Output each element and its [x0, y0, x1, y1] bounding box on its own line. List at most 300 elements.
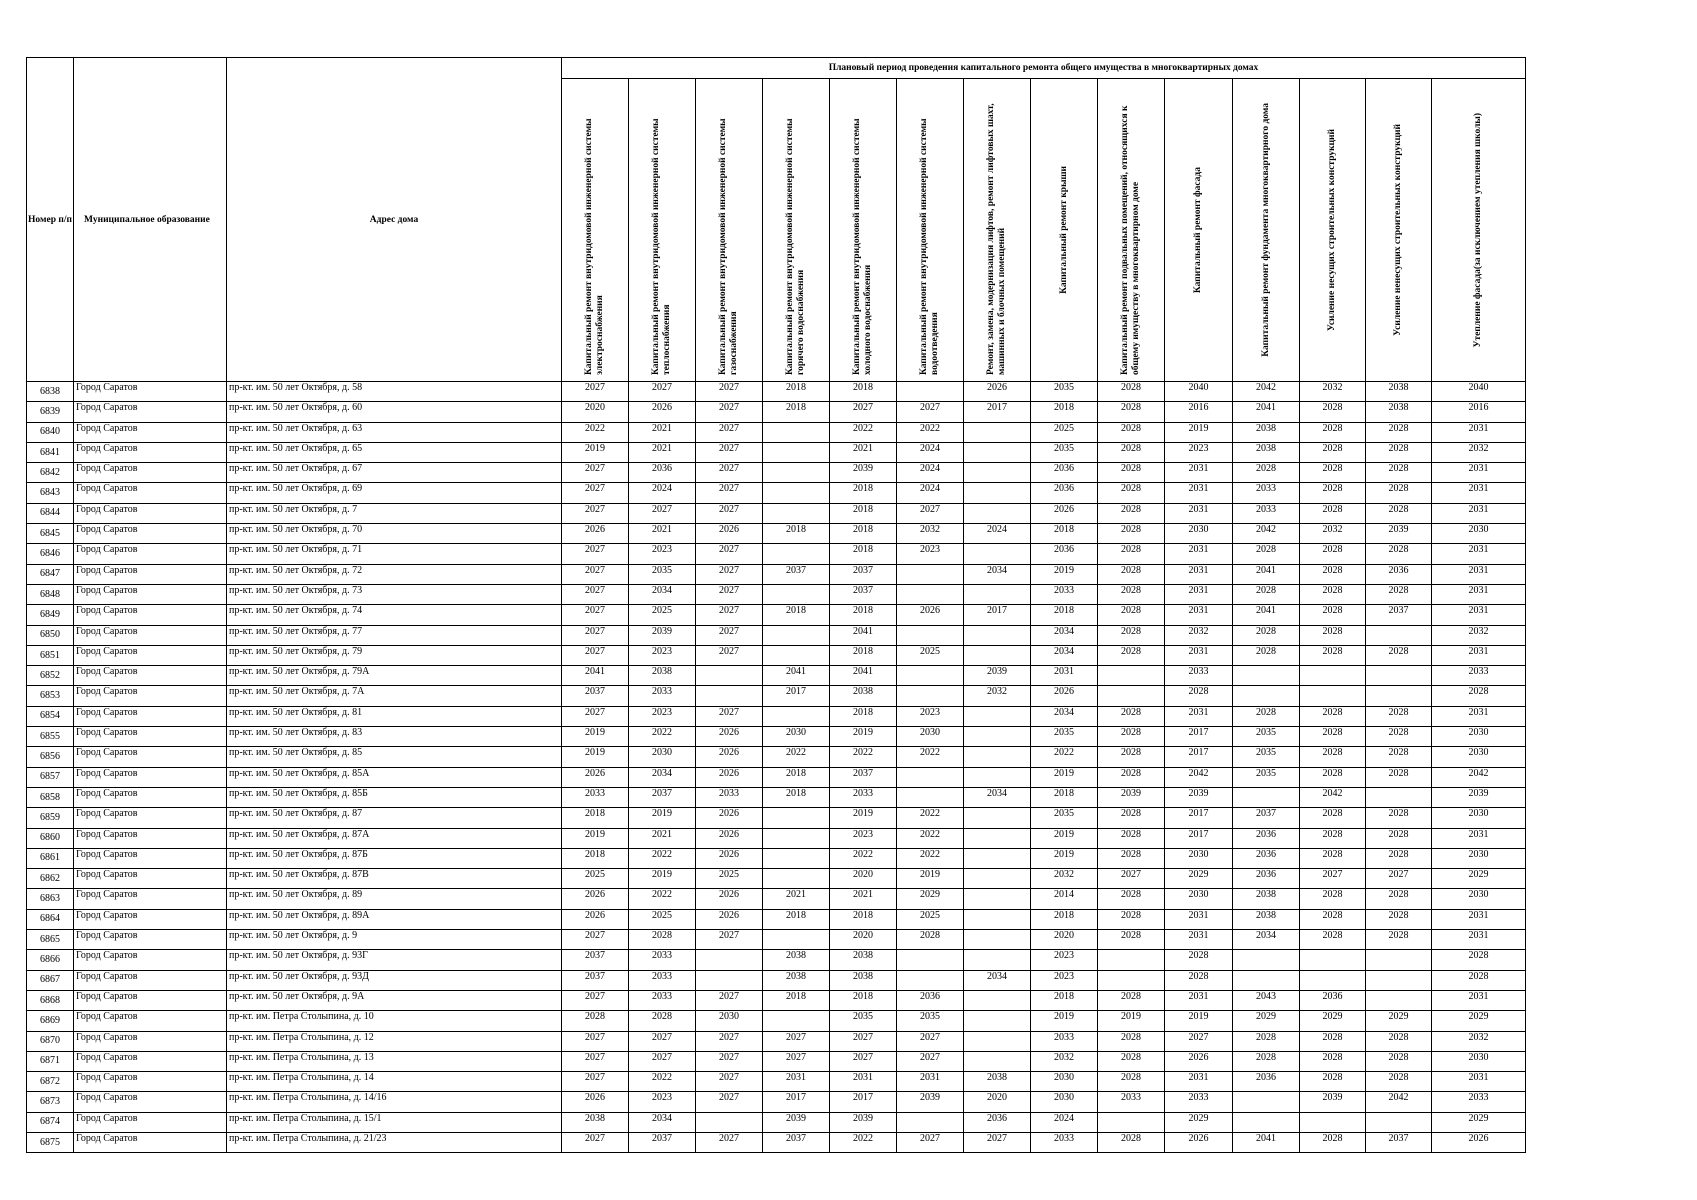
- header-work-type-label: Капитальный ремонт внутридомовой инженерной системы горячего водоснабжения: [785, 118, 806, 375]
- row-year-cell: [964, 1051, 1031, 1071]
- row-number: 6874: [27, 1112, 74, 1132]
- row-year-cell: 2025: [897, 909, 964, 929]
- row-year-cell: 2028: [1098, 1072, 1165, 1092]
- row-year-cell: [964, 645, 1031, 665]
- row-year-cell: [763, 706, 830, 726]
- row-year-cell: 2036: [1031, 483, 1098, 503]
- row-year-cell: 2028: [1300, 909, 1366, 929]
- header-work-type-label: Усиление несущих строительных конструкций: [1327, 128, 1337, 332]
- table-row: [27, 666, 1526, 686]
- row-year-cell: 2017: [763, 686, 830, 706]
- row-year-cell: 2028: [1366, 727, 1432, 747]
- row-year-cell: 2027: [562, 483, 629, 503]
- row-year-cell: 2027: [562, 503, 629, 523]
- row-year-cell: 2028: [1366, 848, 1432, 868]
- row-year-cell: 2019: [1031, 828, 1098, 848]
- row-year-cell: 2027: [964, 1132, 1031, 1152]
- row-year-cell: 2031: [1432, 990, 1526, 1010]
- row-year-cell: 2037: [562, 686, 629, 706]
- header-planned-period: Плановый период проведения капитального ремонта общего имущества в многоквартирных домах: [562, 58, 1526, 79]
- header-work-type-label: Капитальный ремонт внутридомовой инженерной системы газоснабжения: [718, 118, 739, 375]
- row-year-cell: 2037: [629, 1132, 696, 1152]
- row-number: 6869: [27, 1011, 74, 1031]
- row-year-cell: 2032: [897, 524, 964, 544]
- row-year-cell: 2032: [1300, 382, 1366, 402]
- row-municipality: Город Саратов: [74, 483, 227, 503]
- capital-repair-schedule-table: [26, 57, 1526, 1153]
- row-year-cell: 2029: [1233, 1011, 1300, 1031]
- row-year-cell: 2018: [763, 402, 830, 422]
- row-year-cell: 2037: [763, 1132, 830, 1152]
- row-year-cell: [964, 808, 1031, 828]
- row-year-cell: 2021: [629, 828, 696, 848]
- row-year-cell: 2033: [830, 787, 897, 807]
- row-year-cell: 2031: [1031, 666, 1098, 686]
- row-year-cell: 2031: [1165, 463, 1233, 483]
- row-year-cell: 2022: [629, 1072, 696, 1092]
- row-year-cell: 2033: [562, 787, 629, 807]
- row-municipality: Город Саратов: [74, 544, 227, 564]
- row-year-cell: 2040: [1432, 382, 1526, 402]
- row-address: пр-кт. им. 50 лет Октября, д. 93Д: [227, 970, 562, 990]
- row-municipality: Город Саратов: [74, 808, 227, 828]
- row-year-cell: 2026: [562, 1092, 629, 1112]
- row-year-cell: 2023: [830, 828, 897, 848]
- header-work-type-label: Капитальный ремонт внутридомовой инженерной системы холодного водоснабжения: [852, 118, 873, 375]
- row-year-cell: 2027: [696, 1132, 763, 1152]
- row-year-cell: 2026: [1165, 1132, 1233, 1152]
- row-year-cell: 2028: [1300, 747, 1366, 767]
- row-year-cell: [964, 442, 1031, 462]
- row-year-cell: 2028: [1300, 605, 1366, 625]
- row-year-cell: 2027: [562, 1072, 629, 1092]
- row-year-cell: 2028: [1366, 503, 1432, 523]
- row-number: 6845: [27, 524, 74, 544]
- header-work-type: [1165, 79, 1233, 382]
- row-year-cell: [964, 909, 1031, 929]
- row-year-cell: 2038: [830, 686, 897, 706]
- row-year-cell: 2031: [1432, 503, 1526, 523]
- row-year-cell: 2019: [1165, 1011, 1233, 1031]
- row-year-cell: [964, 889, 1031, 909]
- header-work-type-label: Капитальный ремонт внутридомовой инженерной системы электроснабжения: [584, 118, 605, 375]
- row-year-cell: 2033: [1233, 503, 1300, 523]
- row-year-cell: 2021: [629, 524, 696, 544]
- row-year-cell: 2027: [1300, 869, 1366, 889]
- table-row: [27, 645, 1526, 665]
- row-year-cell: 2039: [1165, 787, 1233, 807]
- row-year-cell: 2028: [1300, 1051, 1366, 1071]
- row-municipality: Город Саратов: [74, 1112, 227, 1132]
- row-year-cell: [964, 869, 1031, 889]
- row-year-cell: [964, 1031, 1031, 1051]
- row-year-cell: 2017: [830, 1092, 897, 1112]
- row-year-cell: 2028: [1098, 382, 1165, 402]
- row-year-cell: 2028: [1233, 1031, 1300, 1051]
- row-year-cell: 2026: [1432, 1132, 1526, 1152]
- table-row: [27, 1092, 1526, 1112]
- header-work-type: [1098, 79, 1165, 382]
- row-year-cell: 2028: [1432, 970, 1526, 990]
- row-year-cell: 2031: [763, 1072, 830, 1092]
- row-municipality: Город Саратов: [74, 787, 227, 807]
- row-year-cell: [1366, 970, 1432, 990]
- row-year-cell: 2016: [1165, 402, 1233, 422]
- row-year-cell: [964, 950, 1031, 970]
- row-year-cell: 2028: [897, 930, 964, 950]
- row-year-cell: 2027: [562, 706, 629, 726]
- row-municipality: Город Саратов: [74, 666, 227, 686]
- row-year-cell: 2026: [696, 747, 763, 767]
- row-year-cell: 2028: [1366, 808, 1432, 828]
- row-number: 6866: [27, 950, 74, 970]
- row-year-cell: 2032: [1300, 524, 1366, 544]
- row-year-cell: 2020: [830, 930, 897, 950]
- row-year-cell: 2039: [1098, 787, 1165, 807]
- row-number: 6854: [27, 706, 74, 726]
- row-year-cell: 2031: [1165, 930, 1233, 950]
- row-year-cell: 2030: [1031, 1092, 1098, 1112]
- row-year-cell: 2028: [1300, 483, 1366, 503]
- row-year-cell: 2025: [897, 645, 964, 665]
- row-year-cell: 2025: [629, 909, 696, 929]
- row-year-cell: 2024: [1031, 1112, 1098, 1132]
- row-year-cell: 2026: [696, 909, 763, 929]
- row-year-cell: 2030: [696, 1011, 763, 1031]
- row-year-cell: [1366, 1112, 1432, 1132]
- row-year-cell: 2029: [1432, 1011, 1526, 1031]
- row-year-cell: 2030: [1432, 524, 1526, 544]
- row-year-cell: 2031: [830, 1072, 897, 1092]
- row-municipality: Город Саратов: [74, 828, 227, 848]
- row-year-cell: 2034: [964, 564, 1031, 584]
- row-year-cell: 2028: [1300, 645, 1366, 665]
- row-year-cell: 2031: [1432, 930, 1526, 950]
- row-year-cell: 2018: [830, 909, 897, 929]
- row-municipality: Город Саратов: [74, 1051, 227, 1071]
- row-year-cell: 2028: [1366, 909, 1432, 929]
- row-year-cell: 2036: [1031, 544, 1098, 564]
- row-year-cell: 2033: [696, 787, 763, 807]
- row-year-cell: 2036: [897, 990, 964, 1010]
- row-year-cell: 2017: [964, 402, 1031, 422]
- row-year-cell: 2021: [830, 889, 897, 909]
- row-year-cell: 2028: [1366, 422, 1432, 442]
- header-work-type: [1233, 79, 1300, 382]
- row-year-cell: 2031: [1165, 503, 1233, 523]
- table-body: [27, 382, 1526, 1153]
- row-year-cell: 2038: [1366, 382, 1432, 402]
- table-header: [27, 58, 1526, 382]
- row-year-cell: 2018: [1031, 402, 1098, 422]
- row-year-cell: 2022: [562, 422, 629, 442]
- row-year-cell: 2028: [1300, 564, 1366, 584]
- table-row: [27, 930, 1526, 950]
- row-year-cell: [897, 686, 964, 706]
- row-year-cell: 2025: [629, 605, 696, 625]
- row-year-cell: [1233, 1112, 1300, 1132]
- row-year-cell: 2027: [562, 625, 629, 645]
- header-work-type: [1300, 79, 1366, 382]
- row-year-cell: 2028: [1300, 828, 1366, 848]
- table-row: [27, 382, 1526, 402]
- row-year-cell: 2037: [562, 970, 629, 990]
- row-year-cell: 2041: [763, 666, 830, 686]
- table-row: [27, 1011, 1526, 1031]
- row-year-cell: 2019: [562, 442, 629, 462]
- table-row: [27, 483, 1526, 503]
- row-year-cell: 2031: [1432, 483, 1526, 503]
- row-year-cell: 2020: [830, 869, 897, 889]
- row-year-cell: 2028: [1300, 889, 1366, 909]
- row-number: 6855: [27, 727, 74, 747]
- row-municipality: Город Саратов: [74, 1072, 227, 1092]
- row-year-cell: 2019: [1165, 422, 1233, 442]
- row-year-cell: [763, 442, 830, 462]
- row-year-cell: 2026: [696, 727, 763, 747]
- row-year-cell: 2030: [1432, 727, 1526, 747]
- row-year-cell: 2018: [1031, 909, 1098, 929]
- row-year-cell: 2037: [830, 564, 897, 584]
- table-row: [27, 808, 1526, 828]
- row-year-cell: 2031: [1432, 645, 1526, 665]
- row-year-cell: 2017: [1165, 747, 1233, 767]
- row-year-cell: 2035: [897, 1011, 964, 1031]
- row-year-cell: 2034: [629, 767, 696, 787]
- row-year-cell: 2027: [562, 382, 629, 402]
- table-row: [27, 1132, 1526, 1152]
- row-year-cell: 2028: [1098, 767, 1165, 787]
- row-year-cell: 2030: [1031, 1072, 1098, 1092]
- row-year-cell: [897, 787, 964, 807]
- row-municipality: Город Саратов: [74, 990, 227, 1010]
- row-year-cell: 2036: [629, 463, 696, 483]
- row-address: пр-кт. им. 50 лет Октября, д. 74: [227, 605, 562, 625]
- header-work-type: [1366, 79, 1432, 382]
- row-year-cell: 2028: [1300, 930, 1366, 950]
- row-year-cell: 2039: [763, 1112, 830, 1132]
- row-address: пр-кт. им. 50 лет Октября, д. 87А: [227, 828, 562, 848]
- header-work-type-label: Капитальный ремонт подвальных помещений, относящихся к общему имуществу в многоквартирном доме: [1120, 105, 1141, 375]
- row-year-cell: [964, 747, 1031, 767]
- row-year-cell: 2023: [629, 706, 696, 726]
- row-year-cell: 2028: [1098, 889, 1165, 909]
- row-year-cell: [696, 686, 763, 706]
- row-year-cell: 2028: [1098, 483, 1165, 503]
- row-municipality: Город Саратов: [74, 422, 227, 442]
- row-year-cell: 2027: [696, 382, 763, 402]
- row-year-cell: [897, 584, 964, 604]
- row-year-cell: 2035: [1233, 767, 1300, 787]
- row-year-cell: 2022: [830, 1132, 897, 1152]
- table-row: [27, 463, 1526, 483]
- row-address: пр-кт. им. 50 лет Октября, д. 89А: [227, 909, 562, 929]
- row-year-cell: 2028: [1233, 584, 1300, 604]
- row-year-cell: 2035: [1031, 727, 1098, 747]
- row-year-cell: 2019: [562, 828, 629, 848]
- row-year-cell: 2018: [830, 544, 897, 564]
- row-year-cell: 2019: [1031, 848, 1098, 868]
- row-year-cell: 2023: [629, 544, 696, 564]
- row-year-cell: 2023: [897, 706, 964, 726]
- row-year-cell: 2041: [1233, 605, 1300, 625]
- row-year-cell: 2030: [897, 727, 964, 747]
- table-row: [27, 1031, 1526, 1051]
- row-year-cell: 2028: [1366, 584, 1432, 604]
- row-year-cell: 2028: [1233, 706, 1300, 726]
- row-year-cell: 2038: [964, 1072, 1031, 1092]
- row-year-cell: 2038: [1366, 402, 1432, 422]
- row-municipality: Город Саратов: [74, 1031, 227, 1051]
- row-year-cell: 2041: [562, 666, 629, 686]
- row-number: 6838: [27, 382, 74, 402]
- row-number: 6851: [27, 645, 74, 665]
- row-address: пр-кт. им. 50 лет Октября, д. 58: [227, 382, 562, 402]
- row-year-cell: 2028: [1098, 848, 1165, 868]
- row-year-cell: [1098, 950, 1165, 970]
- row-year-cell: 2028: [1300, 503, 1366, 523]
- table-row: [27, 828, 1526, 848]
- row-year-cell: 2031: [1165, 1072, 1233, 1092]
- row-year-cell: [1366, 787, 1432, 807]
- row-year-cell: 2041: [1233, 564, 1300, 584]
- row-address: пр-кт. им. Петра Столыпина, д. 14: [227, 1072, 562, 1092]
- row-year-cell: 2038: [830, 970, 897, 990]
- table-row: [27, 889, 1526, 909]
- row-year-cell: [696, 950, 763, 970]
- row-year-cell: 2037: [830, 767, 897, 787]
- row-year-cell: 2036: [1233, 848, 1300, 868]
- row-year-cell: [964, 483, 1031, 503]
- row-year-cell: 2028: [1366, 889, 1432, 909]
- row-year-cell: [763, 1011, 830, 1031]
- row-address: пр-кт. им. 50 лет Октября, д. 85Б: [227, 787, 562, 807]
- row-address: пр-кт. им. 50 лет Октября, д. 65: [227, 442, 562, 462]
- table-row: [27, 1051, 1526, 1071]
- row-municipality: Город Саратов: [74, 767, 227, 787]
- row-year-cell: [1233, 666, 1300, 686]
- row-year-cell: 2033: [1098, 1092, 1165, 1112]
- row-year-cell: 2033: [629, 990, 696, 1010]
- row-year-cell: 2028: [1098, 808, 1165, 828]
- row-year-cell: 2037: [830, 584, 897, 604]
- row-year-cell: 2028: [1300, 442, 1366, 462]
- row-year-cell: 2028: [629, 1011, 696, 1031]
- row-municipality: Город Саратов: [74, 747, 227, 767]
- row-year-cell: 2027: [897, 503, 964, 523]
- row-year-cell: 2027: [562, 930, 629, 950]
- row-year-cell: 2021: [763, 889, 830, 909]
- row-address: пр-кт. им. Петра Столыпина, д. 14/16: [227, 1092, 562, 1112]
- row-year-cell: 2027: [629, 503, 696, 523]
- row-year-cell: 2022: [897, 747, 964, 767]
- row-year-cell: [696, 970, 763, 990]
- header-number: Номер п/п: [27, 58, 74, 382]
- row-year-cell: 2039: [897, 1092, 964, 1112]
- row-year-cell: [763, 544, 830, 564]
- row-year-cell: 2028: [1366, 1072, 1432, 1092]
- row-year-cell: 2026: [696, 828, 763, 848]
- row-year-cell: [1300, 666, 1366, 686]
- row-address: пр-кт. им. 50 лет Октября, д. 83: [227, 727, 562, 747]
- row-year-cell: 2032: [1432, 442, 1526, 462]
- row-year-cell: 2019: [1098, 1011, 1165, 1031]
- row-year-cell: 2028: [1300, 422, 1366, 442]
- row-address: пр-кт. им. 50 лет Октября, д. 71: [227, 544, 562, 564]
- row-year-cell: [1098, 970, 1165, 990]
- row-year-cell: 2032: [1432, 625, 1526, 645]
- table-row: [27, 605, 1526, 625]
- row-number: 6862: [27, 869, 74, 889]
- row-municipality: Город Саратов: [74, 605, 227, 625]
- row-number: 6873: [27, 1092, 74, 1112]
- row-year-cell: 2043: [1233, 990, 1300, 1010]
- row-year-cell: 2034: [964, 970, 1031, 990]
- row-year-cell: 2039: [629, 625, 696, 645]
- row-year-cell: 2027: [696, 930, 763, 950]
- row-year-cell: [1233, 950, 1300, 970]
- row-year-cell: 2041: [1233, 402, 1300, 422]
- row-year-cell: 2018: [830, 524, 897, 544]
- row-year-cell: 2027: [562, 645, 629, 665]
- row-number: 6863: [27, 889, 74, 909]
- row-year-cell: 2028: [562, 1011, 629, 1031]
- row-number: 6849: [27, 605, 74, 625]
- row-year-cell: 2028: [1098, 442, 1165, 462]
- row-year-cell: 2028: [1098, 584, 1165, 604]
- row-year-cell: 2017: [964, 605, 1031, 625]
- row-year-cell: 2022: [629, 727, 696, 747]
- row-year-cell: 2036: [964, 1112, 1031, 1132]
- header-work-type-label: Капитальный ремонт внутридомовой инженерной системы теплоснабжения: [651, 118, 672, 375]
- row-year-cell: 2026: [562, 524, 629, 544]
- row-year-cell: 2018: [562, 808, 629, 828]
- row-year-cell: 2036: [1233, 869, 1300, 889]
- row-year-cell: 2037: [562, 950, 629, 970]
- row-year-cell: 2023: [1031, 950, 1098, 970]
- row-year-cell: 2028: [1233, 625, 1300, 645]
- row-address: пр-кт. им. Петра Столыпина, д. 13: [227, 1051, 562, 1071]
- row-year-cell: 2018: [1031, 524, 1098, 544]
- row-year-cell: 2027: [696, 503, 763, 523]
- row-year-cell: 2028: [1098, 1031, 1165, 1051]
- row-year-cell: 2028: [1098, 503, 1165, 523]
- row-year-cell: 2020: [562, 402, 629, 422]
- row-year-cell: 2026: [1165, 1051, 1233, 1071]
- row-year-cell: 2029: [1300, 1011, 1366, 1031]
- row-year-cell: [897, 1112, 964, 1132]
- row-year-cell: [696, 1112, 763, 1132]
- header-work-type: [696, 79, 763, 382]
- row-year-cell: 2022: [830, 848, 897, 868]
- row-year-cell: [1098, 666, 1165, 686]
- row-year-cell: 2028: [1366, 828, 1432, 848]
- row-year-cell: 2028: [1366, 1051, 1432, 1071]
- row-year-cell: [1098, 686, 1165, 706]
- row-year-cell: 2030: [763, 727, 830, 747]
- row-year-cell: 2026: [1031, 686, 1098, 706]
- row-year-cell: 2031: [1165, 909, 1233, 929]
- row-address: пр-кт. им. 50 лет Октября, д. 93Г: [227, 950, 562, 970]
- row-year-cell: 2033: [1165, 1092, 1233, 1112]
- header-work-type-label: Ремонт, замена, модернизация лифтов, ремонт лифтовых шахт, машинных и блочных помещений: [986, 103, 1007, 375]
- row-year-cell: 2027: [696, 1031, 763, 1051]
- row-year-cell: 2018: [763, 787, 830, 807]
- row-year-cell: 2033: [1432, 666, 1526, 686]
- row-municipality: Город Саратов: [74, 402, 227, 422]
- row-year-cell: 2032: [964, 686, 1031, 706]
- row-year-cell: 2038: [1233, 442, 1300, 462]
